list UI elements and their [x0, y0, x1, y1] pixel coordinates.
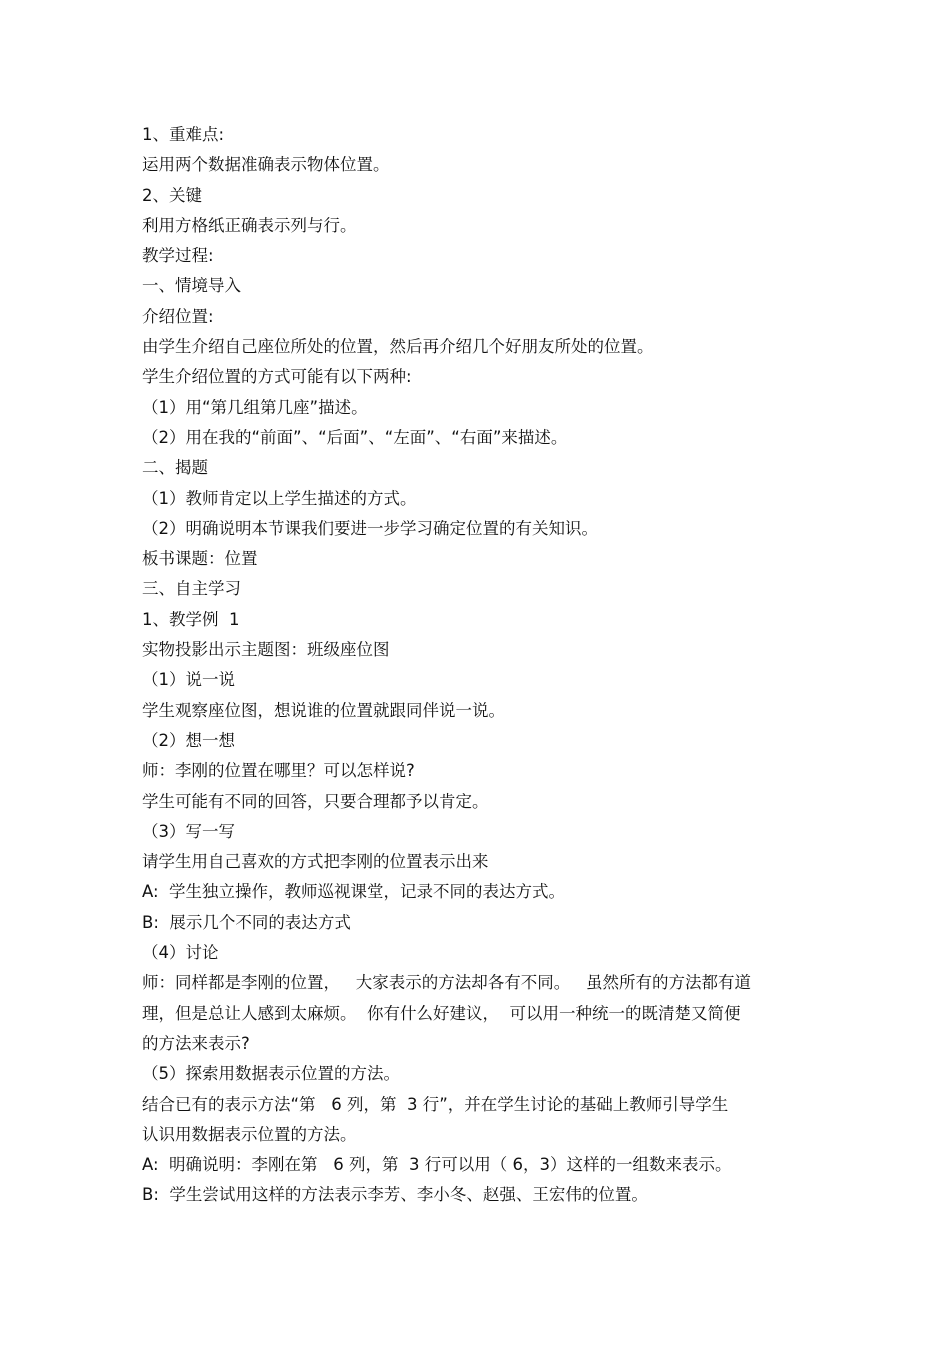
list-item: （3）写一写 — [142, 821, 235, 841]
text-line: 运用两个数据准确表示物体位置。 — [142, 155, 390, 175]
subheading-example: 1、教学例 1 — [142, 609, 240, 629]
list-item: （2）想一想 — [142, 730, 235, 750]
document-body — [142, 120, 807, 1211]
text-line: 结合已有的表示方法“第 6 列，第 3 行”，并在学生讨论的基础上教师引导学生 — [142, 1094, 729, 1114]
heading-teaching-process: 教学过程: — [142, 246, 214, 266]
section-heading-topic: 二、揭题 — [142, 458, 208, 478]
text-line: 实物投影出示主题图：班级座位图 — [142, 640, 390, 660]
text-line: 学生可能有不同的回答，只要合理都予以肯定。 — [142, 791, 489, 811]
list-item: （1）说一说 — [142, 670, 235, 690]
text-line: A: 明确说明：李刚在第 6 列，第 3 行可以用（ 6，3）这样的一组数来表示。 — [142, 1155, 732, 1175]
list-item: （1）教师肯定以上学生描述的方式。 — [142, 488, 417, 508]
discussion-paragraph-line: 理，但是总让人感到太麻烦。 你有什么好建议， 可以用一种统一的既清楚又简便 — [142, 1003, 741, 1023]
text-line: 利用方格纸正确表示列与行。 — [142, 215, 357, 235]
section-heading-self-study: 三、自主学习 — [142, 579, 241, 599]
text-line: B: 展示几个不同的表达方式 — [142, 912, 351, 932]
discussion-paragraph-line: 的方法来表示? — [142, 1033, 250, 1053]
text-line: A: 学生独立操作，教师巡视课堂，记录不同的表达方式。 — [142, 882, 566, 902]
text-line: 请学生用自己喜欢的方式把李刚的位置表示出来 — [142, 852, 489, 872]
list-item: （5）探索用数据表示位置的方法。 — [142, 1064, 400, 1084]
discussion-paragraph-line: 师：同样都是李刚的位置， 大家表示的方法却各有不同。 虽然所有的方法都有道 — [142, 973, 751, 993]
text-line: 板书课题：位置 — [142, 549, 258, 569]
list-item: （4）讨论 — [142, 943, 219, 963]
text-line: 认识用数据表示位置的方法。 — [142, 1124, 357, 1144]
section-heading-intro: 一、情境导入 — [142, 276, 241, 296]
text-line: B: 学生尝试用这样的方法表示李芳、李小冬、赵强、王宏伟的位置。 — [142, 1185, 648, 1205]
text-line: 学生介绍位置的方式可能有以下两种: — [142, 367, 412, 387]
heading-key-point: 2、关键 — [142, 185, 202, 205]
list-item: （2）明确说明本节课我们要进一步学习确定位置的有关知识。 — [142, 518, 598, 538]
text-line: 师：李刚的位置在哪里？可以怎样说? — [142, 761, 415, 781]
heading-key-difficulty: 1、重难点: — [142, 125, 225, 144]
text-line: 介绍位置: — [142, 306, 214, 326]
text-line: 由学生介绍自己座位所处的位置，然后再介绍几个好朋友所处的位置。 — [142, 337, 654, 357]
list-item: （1）用“第几组第几座”描述。 — [142, 397, 368, 417]
list-item: （2）用在我的“前面”、“后面”、“左面”、“右面”来描述。 — [142, 427, 568, 447]
text-line: 学生观察座位图，想说谁的位置就跟同伴说一说。 — [142, 700, 505, 720]
